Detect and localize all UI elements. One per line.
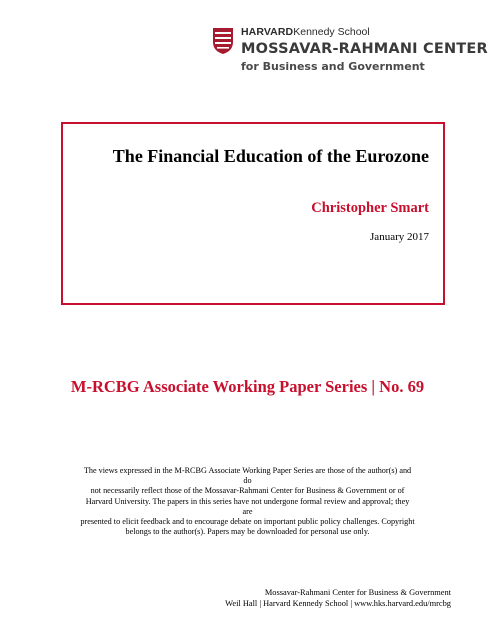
logo-harvard-word: HARVARD [241,26,294,38]
disclaimer-line: presented to elicit feedback and to encourage debate on important public policy challenges. Copyright [80,517,415,527]
logo-kennedy-school-words: Kennedy School [293,26,370,38]
disclaimer-line: belongs to the author(s). Papers may be downloaded for personal use only. [125,527,370,537]
paper-date: January 2017 [370,231,429,243]
logo-center-subtitle: for Business and Government [241,60,425,73]
footer-address: Weil Hall | Harvard Kennedy School | www.hks.harvard.edu/mrcbg [225,598,451,608]
footer [225,588,451,609]
logo-school-name [241,26,370,38]
disclaimer-line: The views expressed in the M-RCBG Associate Working Paper Series are those of the author(s) and do [83,466,412,486]
disclaimer-line: Harvard University. The papers in this series have not undergone formal review and approval; they are [85,496,410,516]
disclaimer-line: not necessarily reflect those of the Mossavar-Rahmani Center for Business & Government or of [90,486,405,496]
title-box [61,122,445,305]
paper-title: The Financial Education of the Eurozone [112,146,429,166]
paper-author: Christopher Smart [311,200,429,216]
series-label: M-RCBG Associate Working Paper Series | No. 69 [70,377,425,396]
harvard-shield-icon [212,27,234,55]
footer-center-name: Mossavar-Rahmani Center for Business & Government [264,588,451,597]
hks-mrcbg-logo [212,25,488,77]
disclaimer [80,466,415,537]
logo-center-name: MOSSAVAR-RAHMANI CENTER [241,41,488,57]
